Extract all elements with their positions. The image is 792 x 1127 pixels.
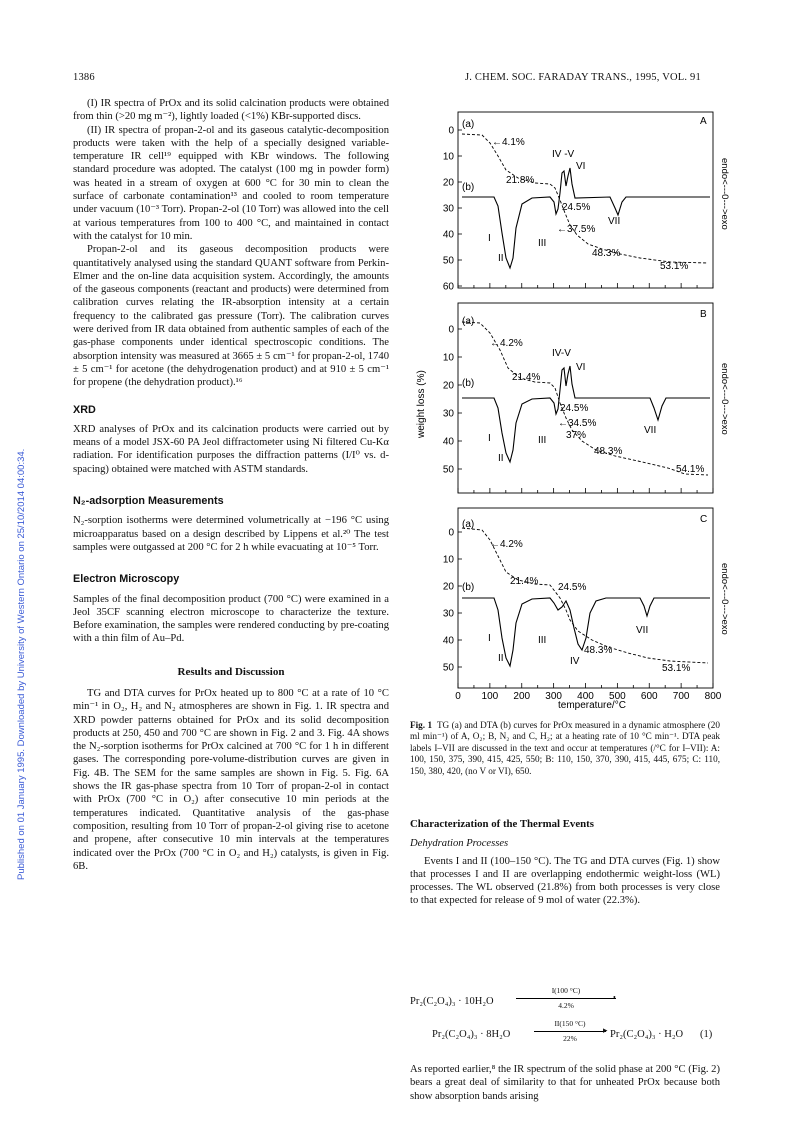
right-column-continued [410,1063,720,1103]
heading-characterization: Characterization of the Thermal Events [410,818,594,830]
paragraph-events-1-2: Events I and II (100–150 °C). The TG and DTA curves (Fig. 1) show that processes I and II are overlapping endothermic weight-loss (WL) processes. The WL observed (21.8%) from both processes is very close to that expected for release of 9 mol of water (22.3%). [410,855,720,907]
eq2-number: (1) [700,1029,713,1040]
panel-b-peak-6: VII [644,425,657,436]
panel-b-letter: B [700,309,707,320]
y-tick-label: 30 [442,608,454,620]
equation-1 [410,986,720,1058]
x-axis-label: temperature/°C [558,700,626,710]
panel-c-wl-5: 48.3% [584,645,613,656]
panel-b-wl-1: ←4.2% [490,338,523,349]
paragraph-n2: N₂-sorption isotherms were determined volumetrically at −196 °C using microapparatus based on a design described by Lippens et al.²⁰ The test samples were outgassed at 200 °C for 2 h while evacuating at 10⁻⁵ Torr. [73,515,389,553]
eq2-right: Pr₂(C₂O₄)₃ · H₂O [610,1029,684,1040]
panel-a-peak-1: I [488,233,491,244]
panel-b-wl-3: 24.5% [560,403,589,414]
y-tick-label: 10 [442,554,454,566]
panel-a-peak-6: VII [608,216,621,227]
panel-a-wl-4: ←37.5% [557,224,596,235]
panel-c-wl-2: 21.4% [510,576,539,587]
caption-label: Fig. 1 [410,720,433,730]
dta-curve-b [462,366,710,462]
panel-b-wl-6: 54.1% [676,464,705,475]
y-tick-label: 40 [442,635,454,647]
x-tick-label: 800 [704,691,722,702]
x-tick-label: 100 [481,691,499,702]
y-axis-label: weight loss (%) [416,370,427,438]
panel-a-curves [462,134,710,268]
journal-header: J. CHEM. SOC. FARADAY TRANS., 1995, VOL. 91 [465,72,701,83]
panel-b-wl-4b: 37% [566,430,587,441]
panel-b-wl-4: ←34.5% [558,418,597,429]
heading-n2-adsorption: N₂-adsorption Measurements [73,495,224,508]
y-tick-label: 0 [448,324,454,336]
panel-b-peak-4: IV-V [552,348,571,359]
y-tick-label: 10 [442,352,454,364]
panel-b-peak-5: VI [576,362,586,373]
x-tick-label: 700 [672,691,690,702]
y-tick-label: 0 [448,125,454,137]
y-tick-label: 40 [442,436,454,448]
y-tick-label: 50 [442,662,454,674]
y-tick-label: 60 [442,281,454,293]
x-tick-label: 500 [609,691,626,702]
eq2-condition: II(150 °C) [554,1019,586,1028]
panel-a-wl-3: 24.5% [562,202,591,213]
panel-a-letter: A [700,116,707,127]
panel-c-wl-6: 53.1% [662,663,691,674]
y-tick-label: 20 [442,380,454,392]
download-note [4,160,27,980]
heading-results: Results and Discussion [177,665,285,678]
y-tick-label: 50 [442,255,454,267]
panel-c-tg-label: (a) [462,519,475,530]
panel-b-peak-2: II [498,453,504,464]
eq1-left: Pr₂(C₂O₄)₃ · 10H₂O [410,996,494,1007]
figure-1 [410,98,730,710]
tg-curve-a [462,134,708,263]
y-tick-label: 0 [448,527,454,539]
caption-text: TG (a) and DTA (b) curves for PrOx measured in a dynamic atmosphere (20 ml min⁻¹) of A, O₂; B, N₂ and C, H₂; at a heating rate of 10 °C min⁻¹. DTA peak labels I–VII are discussed in the text and occur at temperatures (/°C for I–VII): A: 100, 150, 375, 390, 415, 425, 550; B: 110, 150, 370, 390, 415, 445, 675; C: 110, 150, 380, 420, (no V or VI), 650. [410,720,720,776]
eq2-arrowhead: ▸ [603,1025,608,1035]
eq1-yield: 4.2% [558,1001,574,1010]
y-tick-label: 40 [442,229,454,241]
panel-c-wl-1: ←4.2% [490,539,523,550]
right-label-b: endo<---0--->exo [719,363,730,435]
y-tick-label: 30 [442,408,454,420]
panel-c-peak-1: I [488,633,491,644]
eq1-arrow [516,998,616,999]
panel-a-wl-1: ←4.1% [492,137,525,148]
y-tick-label: 30 [442,203,454,215]
paragraph-ir-gas: (II) IR spectra of propan-2-ol and its gaseous catalytic-decomposition products were taken with the help of a specially designed variable-temperature IR cell¹⁹ equipped with KBr windows. The following standard procedure was adopted. The catalyst (100 mg in powder form) was heated in a stream of oxygen at 600 °C for 30 min to clean the surface of carbonate contamination¹³ and cooled to room temperature under vacuum (10⁻³ Torr). Propan-2-ol (10 Torr) was allowed into the cell at various temperatures from 100 to 400 °C, and maintained in contact with the catalyst for 10 min. [73,124,389,242]
panel-b-dta-label: (b) [462,378,475,389]
heading-xrd: XRD [73,403,96,416]
figure-caption [410,720,720,777]
x-tick-label: 200 [513,691,531,702]
panel-c-peak-6: VII [636,625,649,636]
panel-b-peak-3: III [538,435,547,446]
page-number: 1386 [73,72,95,83]
eq2-arrow [534,1031,606,1032]
panel-c-dta-label: (b) [462,582,475,593]
eq2-yield: 22% [563,1034,577,1043]
panel-a-peak-4: IV -V [552,149,575,160]
panel-a-wl-5: 48.3% [592,248,621,259]
heading-dehydration: Dehydration Processes [410,838,509,850]
x-tick-label: 300 [545,691,562,702]
paragraph-em: Samples of the final decomposition product (700 °C) were examined in a Jeol 35CF scanning electron microscope to characterize the texture. Before examination, the samples were rendered conducting by pre-coating with a thin film of Au–Pd. [73,593,389,645]
y-tick-label: 20 [442,177,454,189]
panel-b-tg-label: (a) [462,316,475,327]
paragraph-quant: Propan-2-ol and its gaseous decomposition products were quantitatively analysed using the standard QUANT software from Perkin-Elmer and the on-line data acquisition system. Accordingly, the amounts of the gaseous components (reactant and products) were determined from calibration curves relating the IR-absorption intensity at a certain frequency to the calibrated gas pressure (Torr). The calibration curves were derived from IR data obtained from authentic samples of each of the gas-phase components under identical spectroscopic conditions. The absorption intensity was measured at 3665 ± 5 cm⁻¹ for propan-2-ol, 1740 ± 5 cm⁻¹ for acetone (the dehydrogenation product) and at 910 ± 5 cm⁻¹ for propene (the dehydration product).¹⁶ [73,244,389,389]
eq2-left: Pr₂(C₂O₄)₃ · 8H₂O [432,1029,511,1040]
y-tick-label: 20 [442,581,454,593]
panel-a-tg-label: (a) [462,119,475,130]
panel-c-peak-3: III [538,635,547,646]
panel-a-dta-label: (b) [462,182,475,193]
x-tick-label: 0 [455,691,461,702]
panel-c-peak-4: IV [570,656,580,667]
x-tick-label: 600 [640,691,658,702]
eq1-condition: I(100 °C) [551,986,581,995]
panel-c-letter: C [700,514,708,525]
panel-c-peak-2: II [498,653,504,664]
eq1-arrowhead: • [613,993,616,1002]
panel-b-wl-2: 21.4% [512,372,541,383]
y-tick-label: 10 [442,151,454,163]
panel-a-peak-5: VI [576,161,586,172]
paragraph-ir-200: As reported earlier,⁸ the IR spectrum of the solid phase at 200 °C (Fig. 2) bears a great deal of similarity to that for unheated PrOx because both show absorption bands arising [410,1064,720,1102]
y-tick-label: 50 [442,464,454,476]
left-column [73,97,389,873]
heading-electron-microscopy: Electron Microscopy [73,573,180,586]
panel-b-peak-1: I [488,433,491,444]
paragraph-xrd: XRD analyses of PrOx and its calcination products were carried out by means of a model JSX-60 PA Jeol diffractometer using Ni filtered Cu-Kα radiation. For identification purposes the diffraction patterns (I/I⁰ vs. d-spacing) obtained were matched with ASTM standards. [73,423,389,475]
panel-b-wl-5: 48.3% [594,446,623,457]
x-tick-label: 400 [577,691,594,702]
panel-a-wl-2: 21.8% [506,175,535,186]
right-label-c: endo<---0--->exo [719,563,730,635]
right-label-a: endo<---0--->exo [719,158,730,230]
panel-a-peak-2: II [498,253,504,264]
paragraph-results: TG and DTA curves for PrOx heated up to 800 °C at a rate of 10 °C min⁻¹ in O₂, H₂ and N₂ atmospheres are shown in Fig. 1. IR spectra and XRD powder patterns obtained for PrOx and its solid decomposition products at 250, 450 and 700 °C are shown in Fig. 2 and 3. Fig. 4A shows the N₂-sorption isotherms for PrOx calcined at 700 °C for 1 h in different gases. The corresponding pore-volume-distribution curves are given in Fig. 4B. The SEM for the same samples are shown in Fig. 5. Fig. 6A shows the IR gas-phase spectra from 10 Torr of propan-2-ol in contact with PrOx (700 °C in O₂) after consecutive 10 min periods at the temperatures indicated. Quantitative analysis of the gas-phase composition, resulting from 10 Torr of propan-2-ol giving rise to acetone and propene, after consecutive 10 min intervals at the temperatures indicated over the PrOx (700 °C in O₂ and H₂) catalysts, is given in Fig. 6B. [73,687,389,872]
paragraph-ir-solid: (I) IR spectra of PrOx and its solid calcination products were obtained from thin (>20 mg m⁻²), lightly loaded (<1%) KBr-supported discs. [73,98,389,123]
download-note-text: Published on 01 January 1995. Downloaded by University of Western Ontario on 25/10/2014 04:00:34. [16,448,27,880]
panel-c-wl-3: 24.5% [558,582,587,593]
right-column [410,818,720,908]
panel-a-wl-6: 53.1% [660,261,689,272]
panel-a-peak-3: III [538,238,547,249]
